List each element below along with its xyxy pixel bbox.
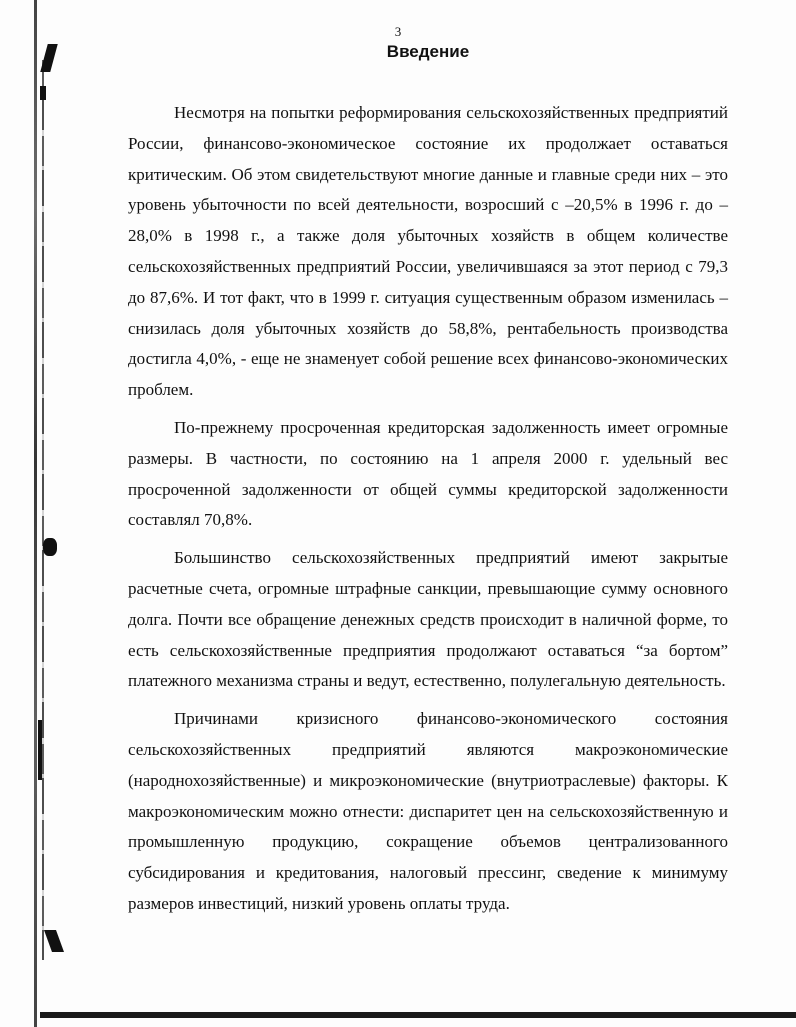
binding-mark: [43, 538, 57, 556]
page-title: Введение: [386, 42, 470, 61]
paragraph: По-прежнему просроченная кредиторская задолженность имеет огромные размеры. В частности, по состоянию на 1 апреля 2000 г. удельный вес просроченной задолженности от общей суммы кредиторской задолженности составлял 70,8%.: [128, 417, 728, 530]
paragraph: Несмотря на попытки реформирования сельскохозяйственных предприятий России, финансово-экономическое состояние их продолжает оставаться критическим. Об этом свидетельствуют многие данные и главные среди них – это уровень убыточности по всей деятельности, возросший с –20,5% в 1996 г. до –28,0% в 1998 г., а также доля убыточных хозяйств в общем количестве сельскохозяйственных предприятий России, увеличившаяся за этот период с 79,3 до 87,6%. И тот факт, что в 1999 г. ситуация существенным образом изменилась – снизилась доля убыточных хозяйств до 58,8%, рентабельность производства достигла 4,0%, - еще не знаменует собой решение всех финансово-экономических проблем.: [128, 103, 728, 400]
paragraph: Причинами кризисного финансово-экономического состояния сельскохозяйственных предприятий являются макроэкономические (народнохозяйственные) и микроэкономические (внутриотраслевые) факторы. К макроэкономическим можно отнести: диспаритет цен на сельскохозяйственную и промышленную продукцию, сокращение объемов централизованного субсидирования и кредитования, налоговый прессинг, сведение к минимуму размеров инвестиций, низкий уровень оплаты труда.: [128, 709, 728, 913]
binding-mark: [44, 930, 64, 952]
paragraph: Большинство сельскохозяйственных предприятий имеют закрытые расчетные счета, огромные штрафные санкции, превышающие сумму основного долга. Почти все обращение денежных средств происходит в наличной форме, то есть сельскохозяйственные предприятия продолжают оставаться “за бортом” платежного механизма страны и ведут, естественно, полулегальную деятельность.: [128, 548, 728, 691]
body-text: [128, 98, 728, 920]
binding-line: [34, 0, 37, 1027]
scan-bottom-edge: [40, 1012, 796, 1018]
page-number: 3: [394, 24, 402, 39]
binding-mark: [40, 86, 46, 100]
binding-mark: [38, 720, 42, 780]
binding-shadow: [42, 60, 44, 960]
scan-binding-edge: [30, 0, 60, 1027]
